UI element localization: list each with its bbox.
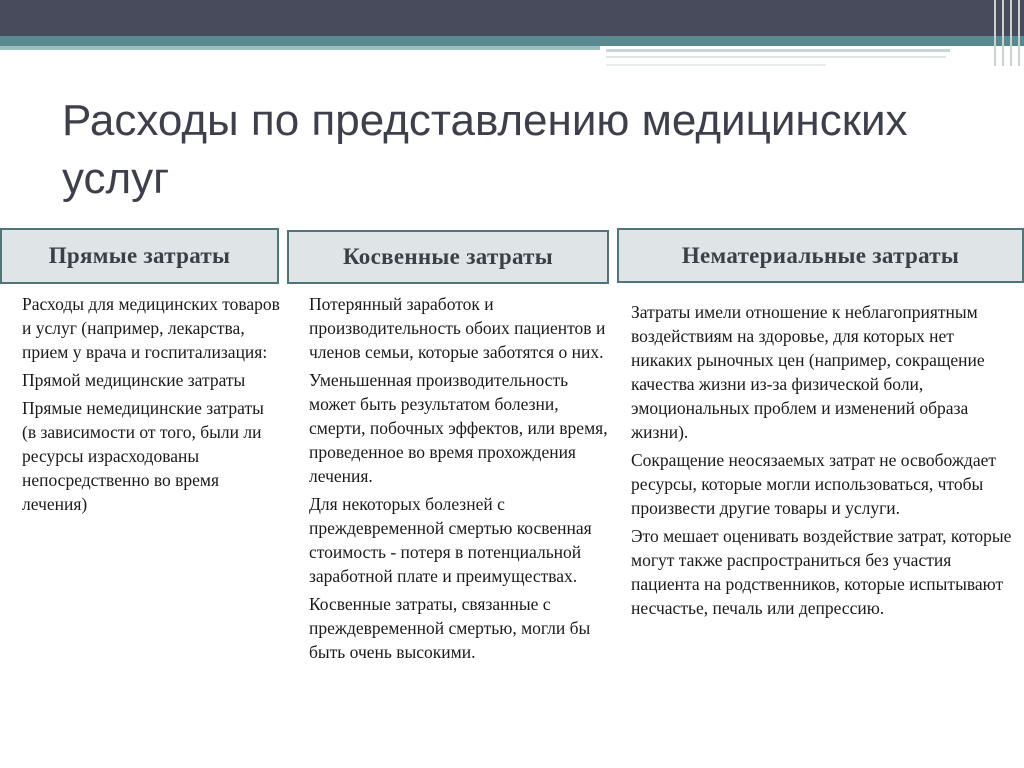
paragraph: Расходы для медицинских товаров и услуг (например, лекарства, прием у врача и госпитализация: [22,294,280,362]
decorative-rule [606,64,826,66]
header-accent-line [0,36,1024,46]
indirect-costs-text [309,292,609,668]
paragraph: Прямой медицинские затраты [22,370,246,390]
decorative-rule [606,49,950,52]
paragraph: Прямые немедицинские затраты (в зависимости от того, были ли ресурсы израсходованы непосредственно во время лечения) [22,398,264,514]
paragraph: Затраты имели отношение к неблагоприятным воздействиям на здоровье, для которых нет никаких рыночных цен (например, сокращение качества жизни из-за физической боли, эмоциональных проблем и изменений образа жизни). [631,302,985,442]
header-accent-line-light [0,46,600,50]
direct-costs-text [22,292,280,520]
paragraph: Уменьшенная производительность может быть результатом болезни, смерти, побочных эффектов, или время, проведенное во время прохождения лечения. [309,370,608,486]
header-indirect-costs: Косвенные затраты [287,230,609,284]
header-intangible-costs: Нематериальные затраты [617,228,1024,283]
paragraph: Это мешает оценивать воздействие затрат, которые могут также распространиться без участия пациента на родственников, которые испытывают несчастье, печаль или депрессию. [631,526,1012,618]
decorative-rule [606,56,946,58]
header-band [0,0,1024,36]
header-direct-costs: Прямые затраты [0,228,279,284]
paragraph: Для некоторых болезней с преждевременной смертью косвенная стоимость - потеря в потенциальной заработной плате и преимуществах. [309,494,592,586]
intangible-costs-text [631,300,1016,624]
paragraph: Косвенные затраты, связанные с преждевременной смертью, могли бы быть очень высокими. [309,594,591,662]
paragraph: Потерянный заработок и производительность обоих пациентов и членов семьи, которые заботятся о них. [309,294,606,362]
paragraph: Сокращение неосязаемых затрат не освобождает ресурсы, которые могли использоваться, чтобы произвести другие товары и услуги. [631,450,997,518]
decorative-bars [988,0,1024,66]
slide-title: Расходы по представлению медицинских услуг [62,96,908,203]
